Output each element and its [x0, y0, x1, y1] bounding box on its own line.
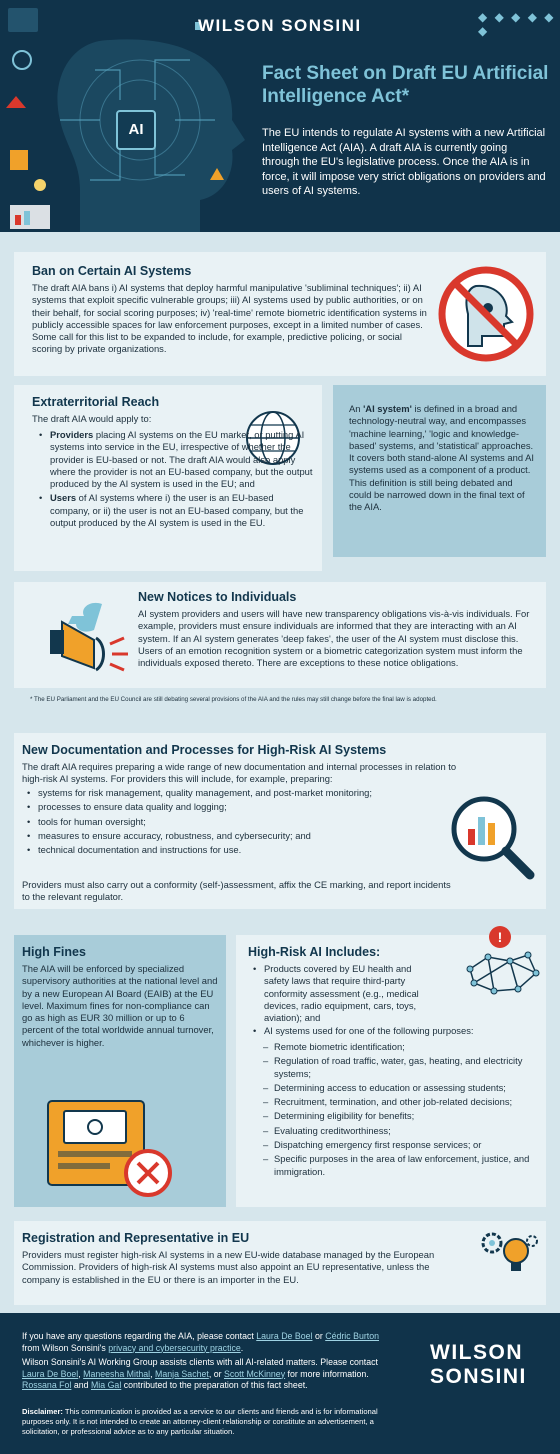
list-item: • systems for risk management, quality management, and post-market monitoring;: [24, 787, 404, 799]
working-group-paragraph: [22, 1357, 402, 1392]
list-item: • Products covered by EU health and safety laws that require third-party conformity assessment (e.g., medical devices, radio equipment, cars, toys, aviation); and: [250, 963, 436, 1024]
intro-text: The EU intends to regulate AI systems with a new Artificial Intelligence Act (AIA). A draft AIA is currently going through the EU's legislative process. Once the AIA is in force, it will impose very strict obligations on providers and users of AI systems.: [262, 127, 546, 197]
purpose-item: – Specific purposes in the area of law enforcement, justice, and immigration.: [260, 1153, 542, 1178]
users-text: of AI systems where i) the user is an EU-based company, or ii) the user is not an EU-based company, but the output produced by the AI system is used in the EU.: [50, 492, 304, 529]
footer-text: If you have any questions regarding the AIA, please contact: [22, 1331, 257, 1341]
no-ai-robot-icon: [436, 264, 536, 364]
footer-text: and: [71, 1380, 91, 1390]
disclaimer-label: Disclaimer:: [22, 1407, 63, 1416]
documentation-closing: Providers must also carry out a conformity (self-)assessment, affix the CE marking, and report incidents to the relevant regulator.: [22, 879, 451, 903]
purpose-item: – Determining eligibility for benefits;: [260, 1110, 542, 1122]
extraterritorial-lead: The draft AIA would apply to:: [32, 413, 152, 424]
megaphone-icon: [32, 594, 132, 678]
footer-text: , or: [208, 1368, 224, 1379]
extraterritorial-list: [36, 429, 316, 531]
documentation-heading: New Documentation and Processes for High-Risk AI Systems: [22, 743, 387, 757]
list-item: • tools for human oversight;: [24, 816, 404, 828]
footer: [0, 1313, 560, 1454]
fines-heading: High Fines: [22, 945, 86, 959]
gears-bulb-icon: [474, 1227, 540, 1277]
purpose-item: – Determining access to education or assessing students;: [260, 1082, 542, 1094]
practice-link[interactable]: privacy and cybersecurity practice: [108, 1342, 241, 1353]
highrisk-list: [250, 963, 436, 1026]
extraterritorial-heading: Extraterritorial Reach: [32, 395, 160, 409]
disclaimer: [22, 1407, 407, 1436]
ban-heading: Ban on Certain AI Systems: [32, 264, 192, 278]
contact-link[interactable]: Laura De Boel: [22, 1368, 79, 1379]
brand-line: SONSINI: [430, 1365, 527, 1388]
ban-section: [14, 252, 546, 376]
contact-paragraph: [22, 1331, 382, 1354]
footer-text: .: [240, 1342, 244, 1353]
extraterritorial-section: [14, 385, 322, 571]
fines-text: The AIA will be enforced by specialized supervisory authorities at the national level and by a new European AI Board (EAIB) at the EU level. Maximum fines for non-compliance can go as high as EUR 30 million or up to 6 percent of the total worldwide annual turnover, whichever is higher.: [22, 963, 218, 1048]
definition-section: [333, 385, 546, 557]
documentation-list: [24, 787, 404, 858]
documentation-lead: The draft AIA requires preparing a wide range of new documentation and internal processes in relation to high-risk AI systems. For providers this will include, for example, preparing:: [22, 761, 457, 785]
footer-brand-logo: [430, 1341, 527, 1389]
fines-section: [14, 935, 226, 1207]
contact-link[interactable]: Manja Sachet: [155, 1368, 209, 1379]
footer-text: ,: [78, 1368, 84, 1379]
svg-text:!: !: [497, 929, 503, 945]
list-item: [36, 492, 316, 529]
purpose-item: – Dispatching emergency first response services; or: [260, 1139, 542, 1151]
notices-heading: New Notices to Individuals: [138, 590, 297, 604]
footer-text: or: [312, 1331, 326, 1341]
highrisk-purposes: [260, 1041, 542, 1180]
purpose-item: – Remote biometric identification;: [260, 1041, 542, 1053]
purpose-item: – Regulation of road traffic, water, gas, heating, and electricity systems;: [260, 1055, 542, 1080]
page-title: Fact Sheet on Draft EU Artificial Intelligence Act*: [262, 63, 549, 107]
header-banner: [0, 0, 560, 232]
rejected-payment-icon: [44, 1095, 184, 1199]
providers-label: Providers: [50, 429, 94, 440]
users-label: Users: [50, 492, 77, 504]
registration-text: Providers must register high-risk AI systems in a new EU-wide database managed by the European Commission. Providers of high-risk AI systems must also appoint an EU representative, unless the company is established in the EU or there is an importer in the EU.: [22, 1249, 435, 1285]
footer-text: contributed to the preparation of this fact sheet.: [121, 1380, 308, 1390]
notices-section: [14, 582, 546, 688]
contact-link[interactable]: Maneesha Mithal: [83, 1368, 151, 1379]
network-alert-icon: [458, 919, 544, 999]
registration-section: [14, 1221, 546, 1305]
list-item: • AI systems used for one of the following purposes:: [250, 1025, 542, 1037]
ai-chip-icon: AI: [116, 110, 156, 150]
list-item: • technical documentation and instructions for use.: [24, 844, 404, 856]
purpose-item: – Recruitment, termination, and other job-related decisions;: [260, 1096, 542, 1108]
highrisk-heading: High-Risk AI Includes:: [248, 945, 381, 959]
contact-link[interactable]: Cédric Burton: [325, 1331, 380, 1341]
definition-body: is defined in a broad and technology-neutral way, and encompasses 'machine learning,' 'logic and knowledge-based' systems, and 'statistical' approaches. It covers both stand-alone AI systems and AI systems used as a component of a product. This definition is still being debated and could be narrowed down in the final text of the AIA.: [349, 403, 534, 513]
documentation-section: [14, 733, 546, 909]
list-item: • measures to ensure accuracy, robustness, and cybersecurity; and: [24, 830, 404, 842]
list-item: [36, 429, 316, 490]
definition-term: 'AI system': [363, 403, 412, 414]
notices-text: AI system providers and users will have new transparency obligations vis-à-vis individuals. For example, providers must ensure individuals are informed that they are interacting with an AI system. If an AI system generates 'deep fakes', the user of the AI system must disclose this. Users of an emotion recognition system or a biometric categorization system must inform the individuals exposed thereto. There are exceptions to these notice obligations.: [138, 608, 530, 669]
disclaimer-text: This communication is provided as a service to our clients and friends and is for informational purposes only. It is not intended to create an attorney-client relationship or constitute an advertisement, a solicitation, or professional advice as to any particular situation.: [22, 1407, 378, 1436]
providers-text: placing AI systems on the EU market, or putting AI systems into service in the EU, irrespective of whether the provider is EU-based or not. The draft AIA would also apply where the provider is not an EU-based company, but the output produced by the AI system is used in the EU; and: [50, 429, 313, 490]
list-item: • processes to ensure data quality and logging;: [24, 801, 404, 813]
brand-logo: WILSON SONSINI: [198, 16, 362, 35]
brand-line: WILSON: [430, 1341, 523, 1364]
footnote: * The EU Parliament and the EU Council are still debating several provisions of the AIA and the rules may still change before the final law is adopted.: [30, 696, 437, 703]
decorative-dots: ◆ ◆ ◆ ◆ ◆ ◆: [478, 10, 556, 38]
contact-link[interactable]: Scott McKinney: [223, 1368, 286, 1379]
highrisk-list-2: [250, 1025, 542, 1039]
footer-text: Wilson Sonsini's AI Working Group assists clients with all AI-related matters. Please contact: [22, 1357, 378, 1367]
definition-pre: An: [349, 403, 364, 414]
footer-text: from Wilson Sonsini's: [22, 1342, 109, 1353]
contact-link[interactable]: Rossana Fol: [22, 1380, 72, 1390]
ban-text: The draft AIA bans i) AI systems that deploy harmful manipulative 'subliminal techniques'; ii) AI systems that exploit specific vulnerable groups; iii) AI systems used by public authorities, or on their behalf, for social scoring purposes; iv) 'real-time' remote biometric identification systems in publicly accessible spaces for law enforcement purposes, except in a limited number of cases. Some call for this list to be expanded to include, for example, predictive policing, or social scoring by private organizations.: [32, 282, 427, 355]
purpose-item: – Evaluating creditworthiness;: [260, 1125, 542, 1137]
highrisk-section: [236, 929, 546, 1207]
registration-heading: Registration and Representative in EU: [22, 1231, 250, 1245]
magnifier-chart-icon: [444, 793, 540, 883]
definition-text: [349, 403, 534, 514]
footer-text: for more information.: [285, 1368, 369, 1379]
footer-text: ,: [150, 1368, 156, 1379]
contact-link[interactable]: Mia Gal: [90, 1380, 122, 1390]
contact-link[interactable]: Laura De Boel: [256, 1331, 313, 1341]
